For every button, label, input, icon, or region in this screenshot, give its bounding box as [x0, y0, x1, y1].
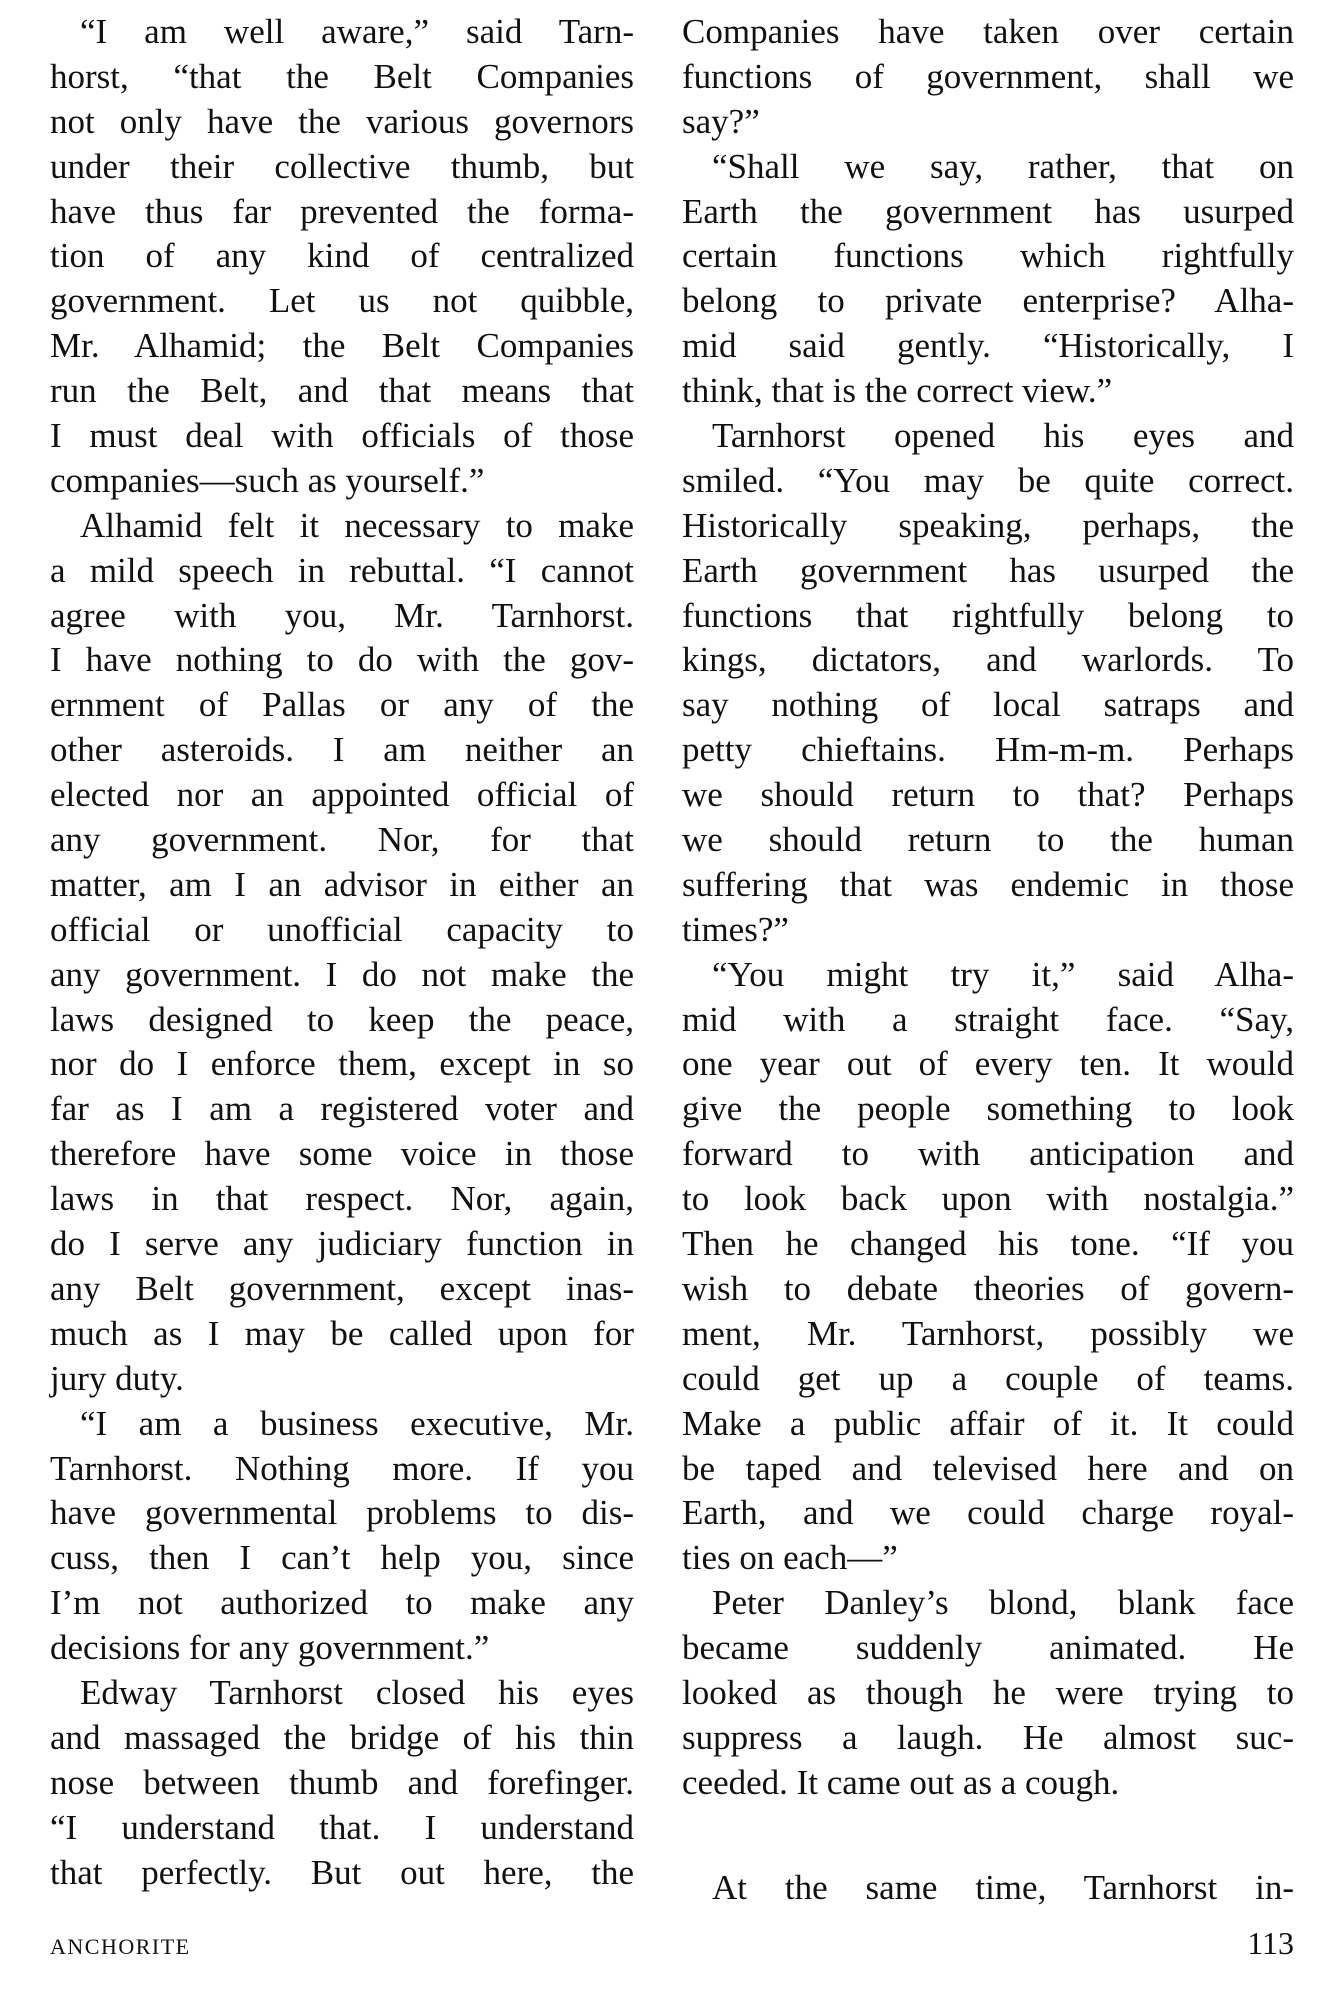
- text-line: “I am well aware,” said Tarn-: [80, 12, 634, 51]
- text-line: kings, dictators, and warlords. To: [682, 640, 1294, 680]
- text-line: I must deal with officials of those: [50, 416, 634, 456]
- text-line: “I understand that. I understand: [50, 1807, 634, 1847]
- text-line: “Shall we say, rather, that on: [712, 146, 1294, 186]
- text-line: decisions for any government.”: [50, 1628, 490, 1668]
- text-line: say?”: [682, 101, 760, 141]
- page-number: 113: [1247, 1925, 1294, 1961]
- text-line: Then he changed his tone. “If you: [682, 1224, 1294, 1264]
- running-title: ANCHORITE: [50, 1934, 191, 1959]
- text-line: one year out of every ten. It would: [682, 1044, 1294, 1084]
- text-line: ceeded. It came out as a cough.: [682, 1762, 1120, 1802]
- text-line: not only have the various governors: [50, 101, 634, 141]
- text-line: horst, “that the Belt Companies: [50, 56, 634, 96]
- text-line: tion of any kind of centralized: [50, 236, 634, 276]
- text-line: suffering that was endemic in those: [682, 864, 1294, 904]
- text-line: have governmental problems to dis-: [50, 1493, 634, 1533]
- text-line: jury duty.: [50, 1358, 184, 1398]
- text-line: ment, Mr. Tarnhorst, possibly we: [682, 1313, 1294, 1353]
- text-line: became suddenly animated. He: [682, 1628, 1294, 1668]
- text-line: Mr. Alhamid; the Belt Companies: [50, 326, 634, 366]
- text-line: Peter Danley’s blond, blank face: [712, 1583, 1294, 1623]
- text-line: “You might try it,” said Alha-: [712, 954, 1294, 994]
- text-line: times?”: [682, 909, 789, 949]
- text-line: to look back upon with nostalgia.”: [682, 1179, 1294, 1219]
- text-line: Alhamid felt it necessary to make: [80, 505, 634, 545]
- text-line: elected nor an appointed official of: [50, 775, 634, 815]
- text-line: do I serve any judiciary function in: [50, 1224, 634, 1264]
- left-text-column: [50, 10, 634, 1895]
- text-line: Tarnhorst opened his eyes and: [712, 416, 1294, 456]
- text-line: say nothing of local satraps and: [682, 685, 1294, 725]
- text-line: forward to with anticipation and: [682, 1134, 1294, 1174]
- text-line: cuss, then I can’t help you, since: [50, 1538, 634, 1578]
- text-line: much as I may be called upon for: [50, 1313, 634, 1353]
- text-line: belong to private enterprise? Alha-: [682, 281, 1294, 321]
- text-line: looked as though he were trying to: [682, 1672, 1294, 1712]
- text-line: suppress a laugh. He almost suc-: [682, 1717, 1294, 1757]
- text-line: far as I am a registered voter and: [50, 1089, 634, 1129]
- text-line: under their collective thumb, but: [50, 146, 634, 186]
- text-line: government. Let us not quibble,: [50, 281, 634, 321]
- text-line: I’m not authorized to make any: [50, 1583, 634, 1623]
- section-break: [682, 1806, 1294, 1866]
- text-line: a mild speech in rebuttal. “I cannot: [50, 550, 634, 590]
- text-line: have thus far prevented the forma-: [50, 191, 634, 231]
- text-line: certain functions which rightfully: [682, 236, 1294, 276]
- text-line: nose between thumb and forefinger.: [50, 1762, 634, 1802]
- text-line: other asteroids. I am neither an: [50, 730, 634, 770]
- text-line: official or unofficial capacity to: [50, 909, 634, 949]
- page-footer: [50, 1925, 1294, 1962]
- text-line: laws in that respect. Nor, again,: [50, 1179, 634, 1219]
- text-line: that perfectly. But out here, the: [50, 1852, 634, 1892]
- text-line: Edway Tarnhorst closed his eyes: [80, 1672, 634, 1712]
- text-line: mid said gently. “Historically, I: [682, 326, 1294, 366]
- text-line: any government. I do not make the: [50, 954, 634, 994]
- text-line: Earth, and we could charge royal-: [682, 1493, 1294, 1533]
- text-line: we should return to that? Perhaps: [682, 775, 1294, 815]
- text-line: ernment of Pallas or any of the: [50, 685, 634, 725]
- text-line: give the people something to look: [682, 1089, 1294, 1129]
- text-line: we should return to the human: [682, 820, 1294, 860]
- text-line: smiled. “You may be quite correct.: [682, 460, 1294, 500]
- text-line: nor do I enforce them, except in so: [50, 1044, 634, 1084]
- text-line: functions that rightfully belong to: [682, 595, 1294, 635]
- text-line: companies—such as yourself.”: [50, 460, 485, 500]
- text-line: Historically speaking, perhaps, the: [682, 505, 1294, 545]
- text-line: think, that is the correct view.”: [682, 371, 1113, 411]
- text-line: mid with a straight face. “Say,: [682, 999, 1294, 1039]
- text-line: ties on each—”: [682, 1538, 898, 1578]
- text-line: Companies have taken over certain: [682, 12, 1294, 51]
- text-line: any Belt government, except inas-: [50, 1268, 634, 1308]
- text-line: petty chieftains. Hm-m-m. Perhaps: [682, 730, 1294, 770]
- text-line: any government. Nor, for that: [50, 820, 634, 860]
- text-line: be taped and televised here and on: [682, 1448, 1294, 1488]
- text-line: wish to debate theories of govern-: [682, 1268, 1294, 1308]
- text-line: I have nothing to do with the gov-: [50, 640, 634, 680]
- text-line: laws designed to keep the peace,: [50, 999, 634, 1039]
- text-line: functions of government, shall we: [682, 56, 1294, 96]
- text-line: Earth the government has usurped: [682, 191, 1294, 231]
- text-line: could get up a couple of teams.: [682, 1358, 1294, 1398]
- text-line: At the same time, Tarnhorst in-: [712, 1867, 1294, 1907]
- text-line: matter, am I an advisor in either an: [50, 864, 634, 904]
- text-line: Tarnhorst. Nothing more. If you: [50, 1448, 634, 1488]
- text-line: Earth government has usurped the: [682, 550, 1294, 590]
- text-line: therefore have some voice in those: [50, 1134, 634, 1174]
- text-line: “I am a business executive, Mr.: [80, 1403, 634, 1443]
- right-text-column: [682, 10, 1294, 1911]
- text-line: Make a public affair of it. It could: [682, 1403, 1294, 1443]
- text-line: and massaged the bridge of his thin: [50, 1717, 634, 1757]
- text-line: agree with you, Mr. Tarnhorst.: [50, 595, 634, 635]
- text-line: run the Belt, and that means that: [50, 371, 634, 411]
